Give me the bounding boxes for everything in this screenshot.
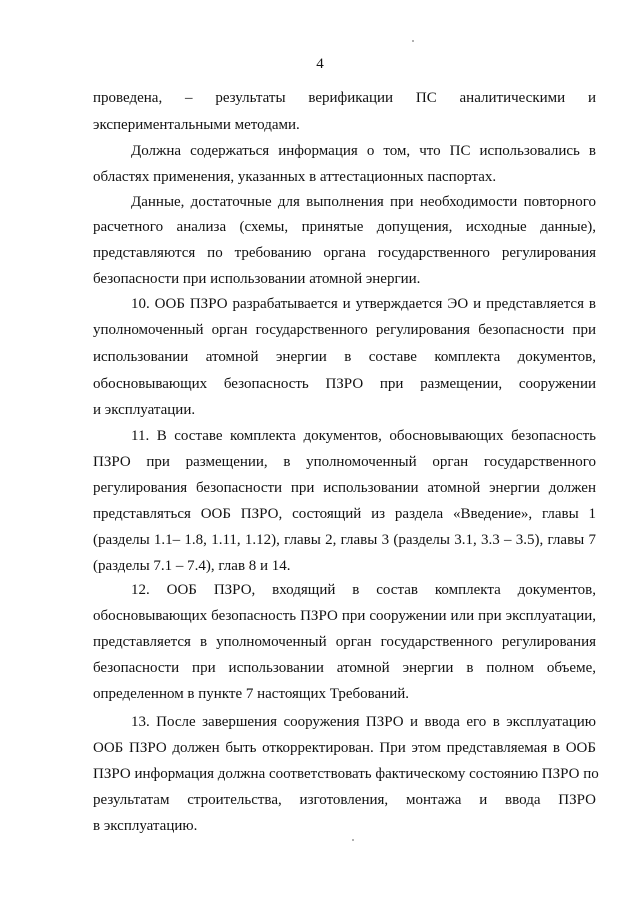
text-line: представляться ООБ ПЗРО, состоящий из раздела «Введение», главы 1 bbox=[93, 506, 596, 522]
text-line: областях применения, указанных в аттестационных паспортах. bbox=[93, 169, 497, 185]
text-line: Данные, достаточные для выполнения при необходимости повторного bbox=[131, 194, 596, 210]
text-line: проведена, – результаты верификации ПС аналитическими и bbox=[93, 90, 596, 106]
text-line: использовании атомной энергии в составе комплекта документов, bbox=[93, 349, 596, 365]
text-line: (разделы 1.1– 1.8, 1.11, 1.12), главы 2, главы 3 (разделы 3.1, 3.3 – 3.5), главы 7 bbox=[93, 532, 596, 548]
text-line: 11. В составе комплекта документов, обосновывающих безопасность bbox=[131, 428, 596, 444]
scan-speck bbox=[412, 40, 414, 42]
text-line: (разделы 7.1 – 7.4), глав 8 и 14. bbox=[93, 558, 291, 574]
text-line: обосновывающих безопасность ПЗРО при размещении, сооружении bbox=[93, 376, 596, 392]
text-line: безопасности при использовании атомной энергии в полном объеме, bbox=[93, 660, 596, 676]
text-line: результатам строительства, изготовления, монтажа и ввода ПЗРО bbox=[93, 792, 596, 808]
text-line: 12. ООБ ПЗРО, входящий в состав комплекта документов, bbox=[131, 582, 596, 598]
text-line: обосновывающих безопасность ПЗРО при сооружении или при эксплуатации, bbox=[93, 608, 596, 624]
scan-speck bbox=[352, 839, 354, 841]
text-line: представляется в уполномоченный орган государственного регулирования bbox=[93, 634, 596, 650]
text-line: расчетного анализа (схемы, принятые допущения, исходные данные), bbox=[93, 219, 596, 235]
text-line: регулирования безопасности при использовании атомной энергии должен bbox=[93, 480, 596, 496]
text-line: 10. ООБ ПЗРО разрабатывается и утверждается ЭО и представляется в bbox=[131, 296, 596, 312]
text-line: в эксплуатацию. bbox=[93, 818, 198, 834]
text-line: представляются по требованию органа государственного регулирования bbox=[93, 245, 596, 261]
text-line: ПЗРО при размещении, в уполномоченный орган государственного bbox=[93, 454, 596, 470]
text-line: и эксплуатации. bbox=[93, 402, 196, 418]
text-line: ПЗРО информация должна соответствовать фактическому состоянию ПЗРО по bbox=[93, 766, 599, 782]
text-line: ООБ ПЗРО должен быть откорректирован. При этом представляемая в ООБ bbox=[93, 740, 596, 756]
text-line: определенном в пункте 7 настоящих Требований. bbox=[93, 686, 410, 702]
text-line: Должна содержаться информация о том, что ПС использовались в bbox=[131, 143, 596, 159]
text-line: безопасности при использовании атомной энергии. bbox=[93, 271, 421, 287]
text-line: 13. После завершения сооружения ПЗРО и ввода его в эксплуатацию bbox=[131, 714, 596, 730]
page-number: 4 bbox=[316, 56, 324, 72]
text-line: уполномоченный орган государственного регулирования безопасности при bbox=[93, 322, 596, 338]
text-line: экспериментальными методами. bbox=[93, 117, 300, 133]
